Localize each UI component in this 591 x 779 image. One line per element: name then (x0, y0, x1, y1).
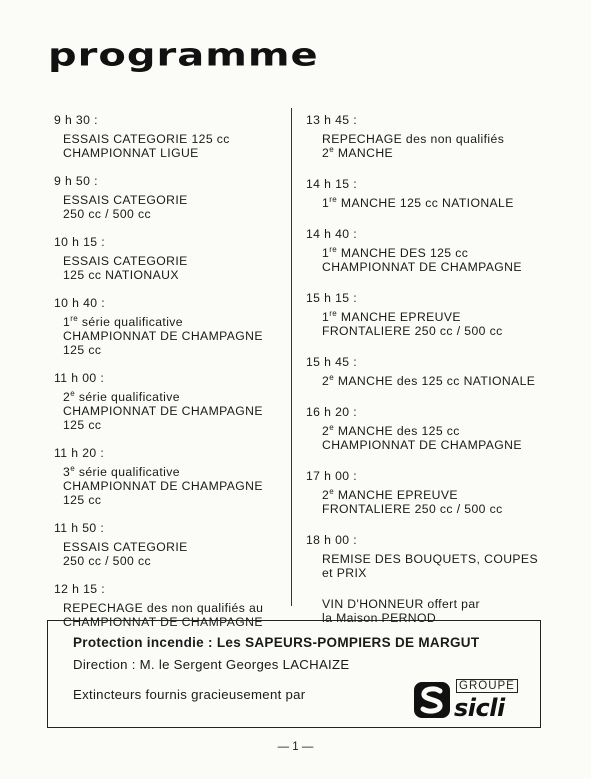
entry-line: REPECHAGE des non qualifiés (322, 132, 505, 146)
entry-time: 11 h 20 : (54, 446, 105, 460)
entry-time: 9 h 30 : (54, 113, 98, 127)
schedule-entry (54, 371, 290, 432)
entry-line: ESSAIS CATEGORIE (63, 254, 188, 268)
entry-ordinal-line: 2e série qualificative (63, 388, 180, 404)
logo-brand-label: sicli (454, 694, 505, 722)
entry-line: CHAMPIONNAT LIGUE (63, 146, 199, 160)
sicli-logo (414, 678, 529, 720)
entry-line: ESSAIS CATEGORIE (63, 540, 188, 554)
page-title: programme (48, 37, 319, 74)
page-number: — 1 — (277, 741, 314, 753)
entry-description (54, 254, 290, 282)
entry-line: CHAMPIONNAT DE CHAMPAGNE (63, 404, 263, 418)
sicli-s-icon (414, 682, 450, 718)
closing-line: la Maison PERNOD (322, 611, 437, 625)
schedule-entry (306, 405, 576, 452)
schedule-entry (306, 469, 576, 516)
schedule-entry (306, 113, 576, 160)
entry-description (306, 374, 576, 388)
schedule-entry (306, 227, 576, 274)
entry-line: 125 cc NATIONAUX (63, 268, 179, 282)
entry-description (54, 193, 290, 221)
schedule-entry (54, 174, 290, 221)
entry-description (306, 310, 576, 338)
schedule-entry (306, 533, 576, 580)
schedule-right-column (306, 113, 576, 625)
entry-line: 250 cc / 500 cc (63, 207, 151, 221)
entry-line: REPECHAGE des non qualifiés au (63, 601, 264, 615)
entry-line: 125 cc (63, 418, 102, 432)
entry-description (306, 488, 576, 516)
entry-ordinal-line: 1re MANCHE EPREUVE (322, 308, 461, 324)
entry-time: 11 h 00 : (54, 371, 105, 385)
entry-ordinal-line: 2e MANCHE des 125 cc NATIONALE (322, 372, 536, 388)
entry-description (54, 315, 290, 357)
entry-ordinal-line: 1re MANCHE DES 125 cc (322, 244, 469, 260)
entry-description (54, 465, 290, 507)
entry-time: 15 h 45 : (306, 355, 358, 369)
entry-time: 17 h 00 : (306, 469, 358, 483)
schedule-entry (54, 296, 290, 357)
entry-line: FRONTALIERE 250 cc / 500 cc (322, 324, 503, 338)
entry-description (54, 390, 290, 432)
entry-time: 13 h 45 : (306, 113, 358, 127)
schedule-entry (306, 177, 576, 210)
entry-time: 12 h 15 : (54, 582, 106, 596)
entry-line: CHAMPIONNAT DE CHAMPAGNE (63, 329, 263, 343)
entry-description (54, 540, 290, 568)
logo-group-label: GROUPE (456, 680, 518, 692)
entry-description (306, 196, 576, 210)
entry-ordinal-line: 2e MANCHE EPREUVE (322, 486, 458, 502)
fire-protection-heading: Protection incendie : Les SAPEURS-POMPIERS DE MARGUT (73, 635, 480, 650)
entry-ordinal-line: 2e MANCHE (322, 144, 394, 160)
schedule-entry (54, 113, 290, 160)
schedule-entry (306, 355, 576, 388)
entry-line: CHAMPIONNAT DE CHAMPAGNE (63, 479, 263, 493)
entry-description (306, 552, 576, 580)
entry-description (306, 132, 576, 160)
entry-time: 16 h 20 : (306, 405, 358, 419)
entry-line: 125 cc (63, 343, 102, 357)
entry-line: 125 cc (63, 493, 102, 507)
entry-line: ESSAIS CATEGORIE (63, 193, 188, 207)
entry-line: FRONTALIERE 250 cc / 500 cc (322, 502, 503, 516)
entry-description (306, 246, 576, 274)
direction-line: Direction : M. le Sergent Georges LACHAIZE (73, 657, 350, 672)
column-divider (291, 108, 292, 606)
entry-time: 18 h 00 : (306, 533, 358, 547)
entry-line: REMISE DES BOUQUETS, COUPES (322, 552, 538, 566)
entry-line: et PRIX (322, 566, 367, 580)
fire-protection-box (47, 620, 541, 728)
entry-time: 14 h 15 : (306, 177, 358, 191)
closing-line: VIN D'HONNEUR offert par (322, 597, 480, 611)
entry-line: 250 cc / 500 cc (63, 554, 151, 568)
schedule-entry (306, 291, 576, 338)
entry-time: 11 h 50 : (54, 521, 105, 535)
entry-ordinal-line: 2e MANCHE des 125 cc (322, 422, 460, 438)
entry-line: ESSAIS CATEGORIE 125 cc (63, 132, 230, 146)
entry-time: 15 h 15 : (306, 291, 358, 305)
entry-time: 14 h 40 : (306, 227, 358, 241)
entry-time: 10 h 40 : (54, 296, 106, 310)
schedule-entry (54, 446, 290, 507)
entry-time: 9 h 50 : (54, 174, 98, 188)
schedule-entry (54, 235, 290, 282)
entry-line: CHAMPIONNAT DE CHAMPAGNE (63, 615, 263, 629)
entry-description (306, 424, 576, 452)
entry-line: CHAMPIONNAT DE CHAMPAGNE (322, 260, 522, 274)
entry-ordinal-line: 1re MANCHE 125 cc NATIONALE (322, 194, 514, 210)
schedule-left-column (54, 113, 290, 643)
schedule-entry (54, 521, 290, 568)
extinguishers-line: Extincteurs fournis gracieusement par (73, 687, 306, 702)
entry-ordinal-line: 3e série qualificative (63, 463, 180, 479)
entry-line: CHAMPIONNAT DE CHAMPAGNE (322, 438, 522, 452)
entry-ordinal-line: 1re série qualificative (63, 313, 183, 329)
entry-time: 10 h 15 : (54, 235, 106, 249)
entry-description (54, 132, 290, 160)
